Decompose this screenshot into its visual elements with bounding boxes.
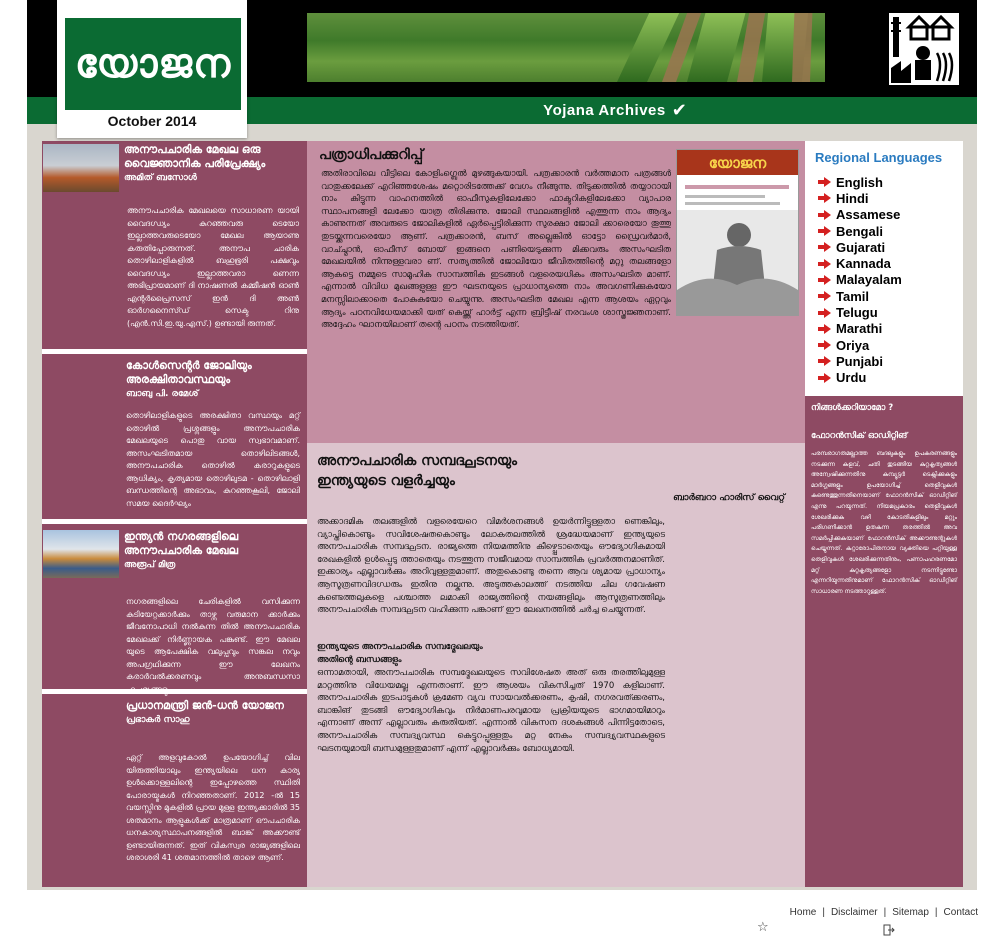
red-arrow-icon xyxy=(818,324,832,334)
footer-separator: | xyxy=(883,907,887,918)
language-link-punjabi[interactable]: Punjabi xyxy=(818,353,902,369)
editorial-body: അതിരാവിലെ വീട്ടിലെ കോളിംഗ്ബെൽ മുഴങ്ങുകയായി. പത്രക്കാരൻ വർത്തമാന പത്രങ്ങൾ വാതുക്കലേക്ക് എറിഞ്ഞശേഷം മറ്റൊരിടത്തേക്ക് വേഗം നീങ്ങുന്നു. തിടുക്കത്തിൽ തയ്യാറായി നാം കിട്ടുന്ന വാഹനത്തിൽ ഓഫീസുകളിലേക്കോ ഫാക്ടറികളിലേക്കോ വ്യാപാര സ്ഥാപനങ്ങളി ലേക്കോ യാത്ര തിരിക്കുന്നു. ജോലി സ്ഥലങ്ങളിൽ എത്തുന്ന നാം ആദ്യം കാണുന്നത് അവരുടെ ജോലികളിൽ ഏർപ്പെട്ടിരിക്കുന്ന സുരക്ഷാ ജോലി ക്കാരെയോ തൂത്തു തുടയ്ക്കുന്നവരെയോ ആണ്. പത്രക്കാരൻ, ബസ് അല്ലെങ്കിൽ ഓട്ടോ ഡ്രൈവർമാർ, വാച്ച്മാൻ, ഓഫീസ് ബോയ് ഇങ്ങനെ പണിയെടുക്കുന്ന മിക്കവരും അസംഘടിത മേഖലയിൽ നിന്നുള്ളവരാ ണ്. സത്യത്തിൽ ജോലിയോ ജീവിതത്തിന്റെ മറ്റു തലങ്ങളോ ആകട്ടെ നമ്മുടെ സാമൂഹിക സാമ്പത്തിക ഇടങ്ങൾ വളരെയധികം അസംഘടിത മാണ്. എന്നാൽ വിവിധ മുഖങ്ങളുള്ള ഈ ഘടനയുടെ പ്രാധാന്യത്തെ നാം അവഗണിക്കുകയോ മനസ്സിലാക്കാതെ പോകുകയോ ചെയ്യുന്നു. അസംഘടിത മേഖല എന്ന ആശയം ഏറ്റവും ആദ്യം പഠനവിധേയമാക്കി യത് കെയ്ത്ത് ഹാർട്ട് എന്ന ബ്രിട്ടീഷ് നരവംശ ശാസ്ത്രജ്ഞനാണ്. അദ്ദേഹം ഘാനയിലാണ് തന്റെ പഠനം നടത്തിയത്. xyxy=(321,169,671,331)
red-arrow-icon xyxy=(818,259,832,269)
language-link-hindi[interactable]: Hindi xyxy=(818,190,902,206)
article-excerpt: ഏറ്റ് അളവുകോൽ ഉപയോഗിച്ച് വില യിരുത്തിയാലും ഇന്ത്യയിലെ ധന കാര്യ ഉൾക്കൊള്ളലിന്റെ ഇപ്പോഴത്തെ സ്ഥിതി പോരായ്മകൾ നിറഞ്ഞതാണ്. 2012 -ൽ 15 വയസ്സിനു മുകളിൽ പ്രായ മുള്ള ഇന്ത്യക്കാരിൽ 35 ശതമാനം ആളുകൾക്ക് മാത്രമാണ് ഔപചാരിക ധനകാര്യസ്ഥാപനങ്ങളിൽ ബാങ്ക് അക്കൗണ്ട് ഉണ്ടായിരുന്നത്. ഇത് വികസ്വര രാജ്യങ്ങളിലെ ശരാശരി 41 ശതമാനത്തിൽ താഴെ ആണ്. xyxy=(126,753,300,862)
left-articles-column xyxy=(42,141,307,887)
article-thumbnail-construction[interactable] xyxy=(43,144,119,192)
article-title[interactable]: ഇന്ത്യൻ നഗരങ്ങളിലെ അനൗപചാരിക മേഖല xyxy=(124,530,239,557)
language-link-tamil[interactable]: Tamil xyxy=(818,288,902,304)
issue-date: October 2014 xyxy=(107,113,197,129)
footer-link-home[interactable]: Home xyxy=(789,907,817,918)
article-card[interactable] xyxy=(42,141,307,349)
red-arrow-icon xyxy=(818,177,832,187)
language-list xyxy=(818,174,902,386)
yojana-logo[interactable] xyxy=(65,18,241,110)
did-you-know-subtitle: ഫോറൻസിക് ഓഡിറ്റിങ് xyxy=(811,431,908,441)
footer-separator: | xyxy=(822,907,825,918)
article-card[interactable] xyxy=(42,694,307,887)
feature-title[interactable] xyxy=(317,451,517,491)
article-title[interactable]: അനൗപചാരിക മേഖല ഒരു വൈജ്ഞാനിക പരിപ്രേക്ഷ്യം xyxy=(124,143,266,170)
language-link-kannada[interactable]: Kannada xyxy=(818,255,902,271)
exit-icon[interactable] xyxy=(883,921,895,933)
article-thumbnail-workers[interactable] xyxy=(43,530,119,578)
checkmark-icon: ✔ xyxy=(671,100,687,121)
feature-body-1: അക്കാദമിക തലങ്ങളിൽ വളരെയേറെ വിമർശനങ്ങൾ ഉയർന്നിട്ടുള്ളതാ ണെങ്കിലും, വ്യാപ്തികൊണ്ടും സവിശേഷതകൊണ്ടും ലോകതലത്തിൽ ശ്രദ്ധേയമാണ് ഇന്ത്യയുടെ അനൗപചാരിക സമ്പദ്ഘടന. രാജ്യത്തെ നിയമത്തിനു കീഴ്പ്പെടാതെയും ഔദ്യോഗികമായി രേഖകളിൽ ഉൾപ്പെടു ത്താതെയും നടത്തുന്ന സജീവമായ സാമ്പത്തിക പ്രവർത്തനമാണിത്. ഇക്കാര്യം എല്ലാവർക്കും അറിവുള്ളതുമാണ്. അതുകൊണ്ടു തന്നെ ആവ ശ്യമായ പ്രാധാന്യം ആസൂത്രണവിദഗ്ധരും ഇതിനു നല്കുന്നു. അടുത്തകാലത്ത് നടത്തിയ ചില ഗവേഷണ കണ്ടെത്തലുകളെ പശ്ചാത്ത ലമാക്കി രാജ്യത്തിന്റെ നയങ്ങളിലും ആസൂത്രണത്തിലും അനൗപചാരിക സമ്പദ്ഘടന വഹിക്കുന്ന പങ്കാണ് ഈ ലേഖനത്തിൽ ചർച്ച ചെയ്യുന്നത്. xyxy=(317,517,665,616)
banner-image-fields xyxy=(307,13,825,82)
article-excerpt: നഗരങ്ങളിലെ ചേരികളിൽ വസിക്കുന്ന കുടിയേറ്റക്കാർക്കും താഴ്ന്ന വരുമാന ക്കാർക്കും ജീവനോപാധി നൽകുന്ന തിൽ അനൗപചാരിക മേഖലക്ക് നിർണ്ണായക പങ്കുണ്ട്. ഈ മേഖല യുടെ ആപേക്ഷിക വലുപ്പവും സങ്കല നവും അപഗ്രഥിക്കുന്ന ഈ ലേഖനം കരാർവൽക്കരണവും അനുബന്ധസാ xyxy=(126,597,300,681)
language-link-english[interactable]: English xyxy=(818,174,902,190)
footer-link-contact[interactable]: Contact xyxy=(943,907,978,918)
red-arrow-icon xyxy=(818,291,832,301)
red-arrow-icon xyxy=(818,340,832,350)
archives-label: Yojana Archives xyxy=(543,102,666,119)
feature-subhead xyxy=(317,641,665,666)
feature-author: ബാർബറാ ഹാരിസ് വൈറ്റ് xyxy=(673,493,785,503)
red-arrow-icon xyxy=(818,210,832,220)
article-author: പ്രഭാകർ സാഹു xyxy=(126,715,190,725)
feature-subhead-line2: അതിന്റെ ബന്ധങ്ങളും xyxy=(317,654,402,665)
magazine-cover-image[interactable] xyxy=(676,149,799,316)
article-excerpt: തൊഴിലാളികളുടെ അരക്ഷിതാ വസ്ഥയും മറ്റ് തൊഴിൽ പ്രശ്നങ്ങളും അനൗപചാരിക മേഖലയുടെ പൊതു വായ സ്വഭാവമാണ്. അസംഘടിതമായ തൊഴിലിടങ്ങൾ, അനൗപചാരിക തൊഴിൽ കരാറുകളുടെ ആധിക്യം, കൃത്യമായ തൊഴിലുടമ - തൊഴിലാളി ബന്ധത്തിന്റെ അഭാവം, കുറഞ്ഞകൂലി, ജോലി സമയ ദൈർഘ്യം xyxy=(126,411,300,508)
article-title[interactable]: കോൾസെന്റർ ജോലിയും അരക്ഷിതാവസ്ഥയും xyxy=(126,359,252,386)
yojana-archives-link[interactable] xyxy=(495,97,735,124)
red-arrow-icon xyxy=(818,356,832,366)
red-arrow-icon xyxy=(818,308,832,318)
article-excerpt: അനൗപചാരിക മേഖലയെ സാധാരണ യായി വൈദഗ്ധ്യം കുറഞ്ഞവരു ടെയോ ഇല്ലാത്തവരുടെയോ മേഖല ആയാണു കരുതിപ്പോരുന്നത്. അനൗപ ചാരിക തൊഴിലാളികളിൽ ബഹുഭൂരി പക്ഷവും വൈദഗ്ധ്യം ഇല്ലാത്തവരാ ണെന്ന അഭിപ്രായമാണ് ദി നാഷണൽ കമ്മീഷൻ ഓൺ എന്റർപ്രൈസസ് ഇൻ ദി അൺ ഓർഗനൈസ്ഡ് സെക്ട റിനു (എൻ.സി.ഇ.യു.എസ്.) ഉണ്ടായി രുന്നത്. xyxy=(127,206,299,328)
red-arrow-icon xyxy=(818,275,832,285)
feature-title-line1: അനൗപചാരിക സമ്പദ്ഘടനയും xyxy=(317,453,518,469)
language-link-oriya[interactable]: Oriya xyxy=(818,337,902,353)
language-link-assamese[interactable]: Assamese xyxy=(818,207,902,223)
article-card[interactable] xyxy=(42,524,307,689)
cover-logo: യോജന xyxy=(708,153,767,172)
red-arrow-icon xyxy=(818,193,832,203)
feature-subhead-line1: ഇന്ത്യയുടെ അനൗപചാരിക സമ്പദ്മേഖലയും xyxy=(317,642,483,652)
editorial-heading[interactable]: പത്രാധിപക്കുറിപ്പ് xyxy=(319,147,424,163)
language-link-telugu[interactable]: Telugu xyxy=(818,304,902,320)
feature-body-2: ഒന്നാമതായി, അനൗപചാരിക സമ്പദ്മേഖലയുടെ സവിശേഷത അത് ഒരു തരത്തിലുമുള്ള മാറ്റത്തിനു വിധേയമല്ല എന്നതാണ്. ഈ ആശയം വികസിച്ചത് 1970 കളിലാണ്. അനൗപചാരിക ഇടപാടുകൾ ക്രമേണ വ്യവ സായവൽക്കരണം, കൃഷി, നഗരവത്ക്കരണം, ബാങ്കിങ് തുടങ്ങി ഔദ്യോഗികവും നിർമാണപരവുമായ പ്രക്രിയയുടെ ഭാഗമായിമാറും എന്നാണ് അന്ന് എല്ലാവരും കരുതിയത്. എന്നാൽ വികസന ദശകങ്ങൾ പിന്നിട്ടതോടെ, അനൗപചാരിക സമ്പദ്വ്യവസ്ഥ കെട്ടുറപ്പുള്ളതും മറ്റ നേകം സമ്പദ്വ്യവസ്ഥകളുടെ ഘടനയുമായി ബന്ധമുള്ളതുമാണ് എന്ന് എല്ലാവർക്കും ബോധ്യമായി. xyxy=(317,668,665,754)
red-arrow-icon xyxy=(818,373,832,383)
red-arrow-icon xyxy=(818,226,832,236)
article-author: ബാബു പി. രമേശ് xyxy=(126,389,199,399)
footer-separator: | xyxy=(934,907,938,918)
regional-languages-title: Regional Languages xyxy=(815,150,943,165)
logo-text: യോജന xyxy=(74,41,232,87)
red-arrow-icon xyxy=(818,242,832,252)
star-icon[interactable]: ☆ xyxy=(757,920,769,935)
did-you-know-title: നിങ്ങൾക്കറിയാമോ ? xyxy=(811,403,894,413)
feature-title-line2: ഇന്ത്യയുടെ വളർച്ചയും xyxy=(317,473,455,489)
language-link-gujarati[interactable]: Gujarati xyxy=(818,239,902,255)
ministry-emblem-icon xyxy=(887,11,961,87)
footer-link-sitemap[interactable]: Sitemap xyxy=(892,907,929,918)
regional-languages-box xyxy=(805,141,963,396)
language-link-bengali[interactable]: Bengali xyxy=(818,223,902,239)
footer-link-disclaimer[interactable]: Disclaimer xyxy=(830,907,878,918)
right-sidebar xyxy=(805,141,963,887)
feature-article-section xyxy=(307,443,805,887)
article-author: അമിത് ബസോൾ xyxy=(124,173,197,183)
language-link-urdu[interactable]: Urdu xyxy=(818,370,902,386)
logo-card[interactable] xyxy=(57,0,247,138)
editorial-section xyxy=(307,141,805,443)
article-author: അരൂപ് മിത്ര xyxy=(124,560,176,570)
article-card[interactable] xyxy=(42,354,307,519)
did-you-know-body: പരമ്പരാഗതമല്ലാത്ത ബദലുകളും ഉപകരണങ്ങളും നടക്കുന്ന കളവ്, ചതി തുടങ്ങിയ കുറ്റകൃത്യങ്ങൾ അന്വേഷിക്കുന്നതിനു കമ്പ്യൂട്ടർ ടെക്നിക്കുകളും മാർഗ്ഗങ്ങളും ഉപയോഗിച്ച് തെളിവുകൾ കണ്ടെത്തുന്നതിനെയാണ് ഫോറൻസിക് ഓഡിറ്റിങ് എന്നു പറയുന്നത്. നിയമപ്രകാരം തെളിവുകൾ ശേഖരിക്കുക വഴി കോടതികളിലും മറ്റും പരിഗണിക്കാൻ ഉതകുന്ന തരത്തിൽ അവ സമർപ്പിക്കുകയാണ് ഫോറൻസിക് അക്കൗണ്ടന്റുകൾ ചെയ്യുന്നത്. കുറ്റാരോപിതനായ വ്യക്തിയെ പറ്റിയുള്ള തെളിവുകൾ ശേഖരിക്കുന്നതിനും, പണാപഹരണമോ മറ്റ് കുറ്റകൃത്യങ്ങളോ നടന്നിട്ടുണ്ടോ എന്നറിയുന്നതിനുമാണ് ഫോറൻസിക് ഓഡിറ്റിങ് സാധാരണ നടത്താറുള്ളത്. xyxy=(811,450,957,595)
article-title[interactable]: പ്രധാനമന്ത്രി ജൻ-ധൻ യോജന xyxy=(126,699,284,712)
language-link-marathi[interactable]: Marathi xyxy=(818,321,902,337)
language-link-malayalam[interactable]: Malayalam xyxy=(818,272,902,288)
main-content xyxy=(42,141,963,887)
footer-links xyxy=(790,907,978,918)
